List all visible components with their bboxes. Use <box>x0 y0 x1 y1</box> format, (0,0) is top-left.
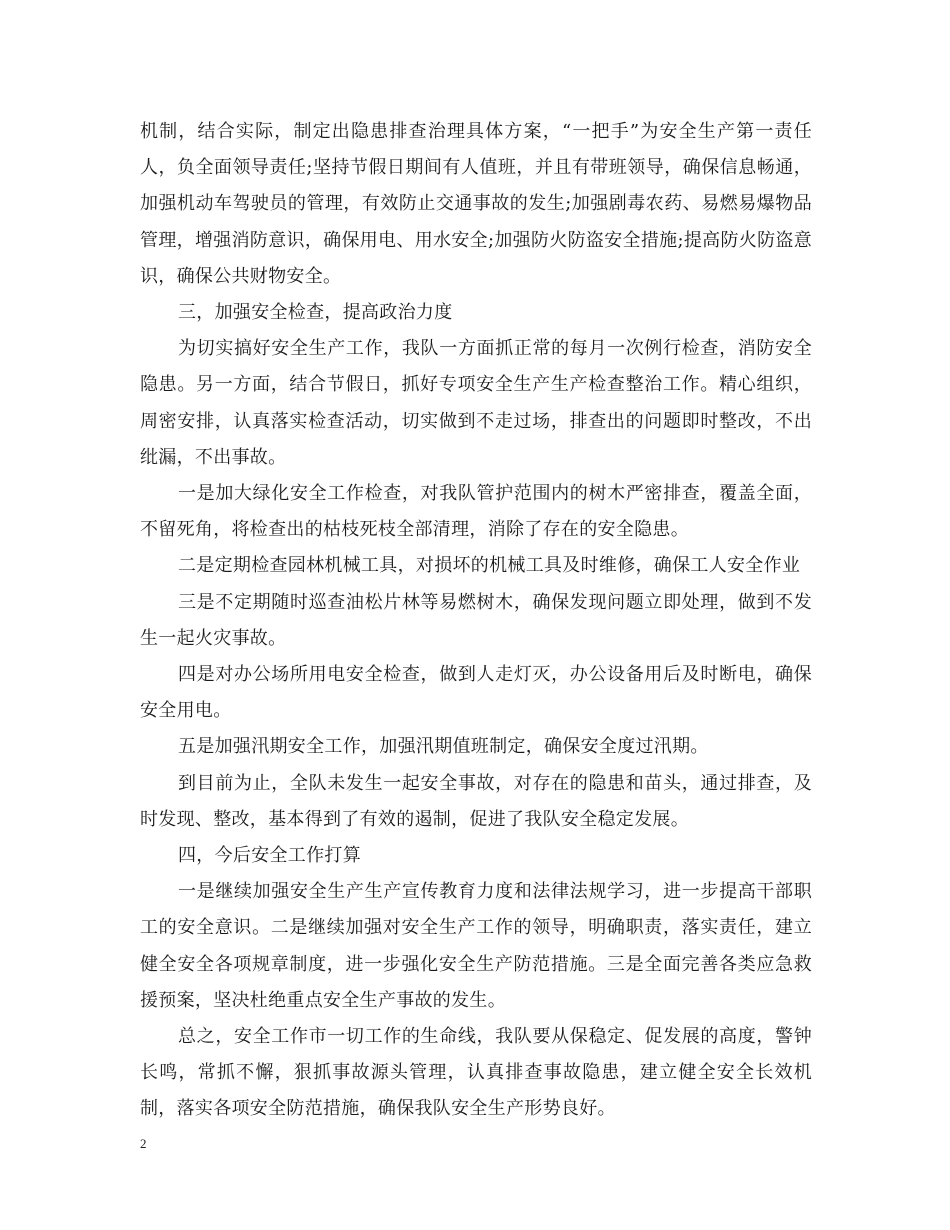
page-number: 2 <box>140 1136 147 1151</box>
paragraph: 二是定期检查园林机械工具，对损坏的机械工具及时维修，确保工人安全作业 <box>178 555 801 577</box>
paragraph: 一是加大绿化安全工作检查，对我队管护范围内的树木严密排查，覆盖全面，不留死角，将检查出的枯枝死枝全部清理，消除了存在的安全隐患。 <box>140 483 812 541</box>
paragraph: 到目前为止，全队未发生一起安全事故，对存在的隐患和苗头，通过排查，及时发现、整改，基本得到了有效的遏制，促进了我队安全稳定发展。 <box>140 772 812 830</box>
paragraph: 为切实搞好安全生产工作，我队一方面抓正常的每月一次例行检查，消防安全隐患。另一方面，结合节假日，抓好专项安全生产生产检查整治工作。精心组织，周密安排，认真落实检查活动，切实做到不走过场，排查出的问题即时整改，不出纰漏，不出事故。 <box>140 338 812 468</box>
paragraph: 五是加强汛期安全工作，加强汛期值班制定，确保安全度过汛期。 <box>178 736 709 758</box>
paragraph: 三是不定期随时巡查油松片林等易燃树木，确保发现问题立即处理，做到不发生一起火灾事故。 <box>140 591 812 649</box>
section-heading-safety-inspection: 三，加强安全检查，提高政治力度 <box>178 302 453 324</box>
paragraph: 一是继续加强安全生产生产宣传教育力度和法律法规学习，进一步提高干部职工的安全意识。二是继续加强对安全生产工作的领导，明确职责，落实责任，建立健全安全各项规章制度，进一步强化安全生产防范措施。三是全面完善各类应急救援预案，坚决杜绝重点安全生产事故的发生。 <box>140 881 812 1011</box>
section-heading-future-plans: 四，今后安全工作打算 <box>178 845 361 867</box>
paragraph: 总之，安全工作市一切工作的生命线，我队要从保稳定、促发展的高度，警钟长鸣，常抓不懈，狠抓事故源头管理，认真排查事故隐患，建立健全安全长效机制，落实各项安全防范措施，确保我队安全生产形势良好。 <box>140 1026 812 1120</box>
paragraph: 四是对办公场所用电安全检查，做到人走灯灭，办公设备用后及时断电，确保安全用电。 <box>140 664 812 722</box>
document-body <box>140 114 812 1128</box>
paragraph: 机制，结合实际，制定出隐患排查治理具体方案，“一把手”为安全生产第一责任人，负全面领导责任;坚持节假日期间有人值班，并且有带班领导，确保信息畅通，加强机动车驾驶员的管理，有效防止交通事故的发生;加强剧毒农药、易燃易爆物品管理，增强消防意识，确保用电、用水安全;加强防火防盗安全措施;提高防火防盗意识，确保公共财物安全。 <box>140 121 812 287</box>
